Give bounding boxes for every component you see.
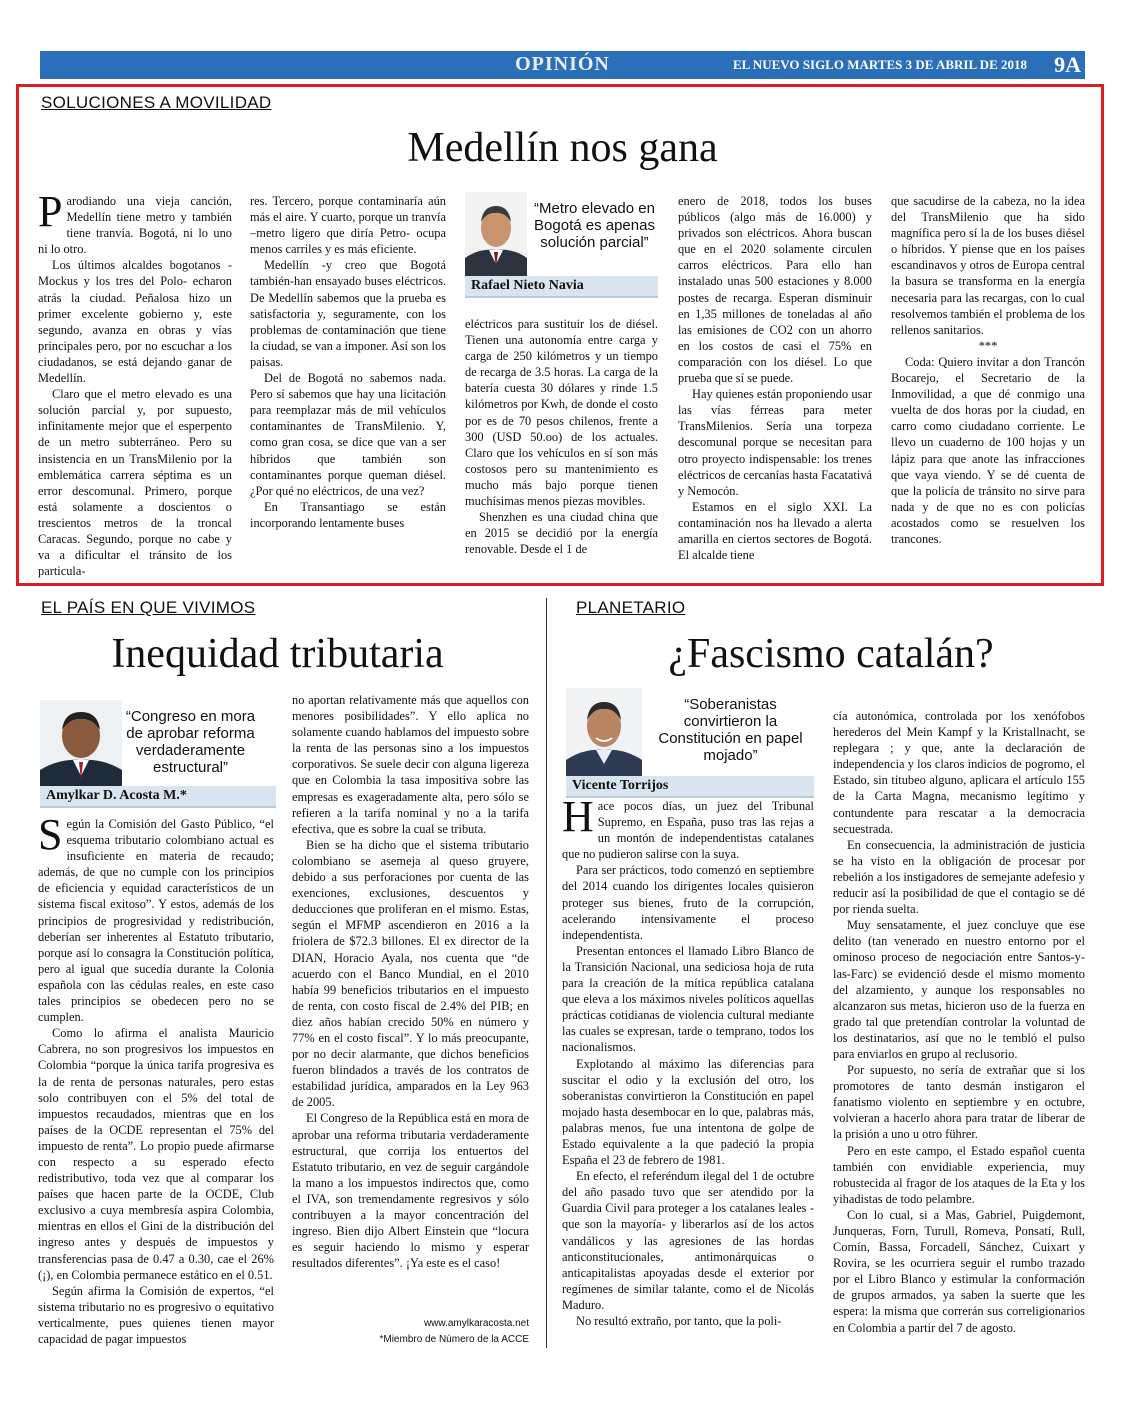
author-photo-torrijos [566,688,642,776]
paragraph: enero de 2018, todos los buses públicos (algo más de 16.000) y privados son eléctricos. Ahora buscan que en el 2020 solamente circulen carros eléctricos. Para ello han instalado unas 500 estaciones y 8.000 postes de recarga. Esperan disminuir en 1,35 millones de toneladas al año las emisiones de CO2 con un ahorro en los costos de casi el 75% en comparación con los diésel. Lo que prueba que sí se puede. [678,194,872,386]
a2-col-2 [292,692,529,1271]
paragraph: Para ser prácticos, todo comenzó en septiembre del 2014 cuando los dirigentes locales quisieron proteger sus bienes, fruto de la corrupción, acelerando intensivamente el proceso independentista. [562,863,814,942]
a2-col-1 [38,810,274,1347]
a2-author: Amylkar D. Acosta M.* [40,786,276,808]
paragraph: que sacudirse de la cabeza, no la idea del TransMilenio que ha sido magnífica pero sí la de los buses diésel o híbridos. Y piense que en los países escandinavos y otros de Europa central la basura se transforma en la energía necesaria para las recargas, con lo cual resolvemos también el problema de los rellenos sanitarios. [891,194,1085,337]
paragraph: El Congreso de la República está en mora de aprobar una reforma tributaria verdaderamente estructural, que corrija los entuertos del Estatuto tributario, en vez de seguir cargándole la mano a los impuestos indirectos que, como el IVA, son tremendamente regresivos y sólo contribuyen a la mayor concentración del ingreso. Bien dijo Albert Einstein que “locura es seguir haciendo lo mismo y esperar resultados diferentes”. ¡Ya este es el caso! [292,1111,529,1271]
a1-col-2 [250,193,446,531]
paragraph: Con lo cual, si a Mas, Gabriel, Puigdemont, Junqueras, Forn, Turull, Romeva, Ponsatí, Rull, Comín, Bassa, Forcadell, Sánchez, Cuixart y Rovira, se les ocurriera seguir el rumbo trazado por el Libro Blanco y estimular la conformación de grupos armados, ya saben la suerte que les espera: la misma que correrán sus correligionarios en Colombia a partir del 7 de agosto. [833,1207,1085,1335]
paragraph: Medellín -y creo que Bogotá también-han ensayado buses eléctricos. De Medellín sabemos que la prueba es satisfactoria y, seguramente, con los problemas de contaminación que tiene la ciudad, se van a imponer. Así son los paisas. [250,258,446,369]
paragraph: Explotando al máximo las diferencias para suscitar el odio y la exclusión del otro, los soberanistas convirtieron la Constitución en papel mojado hasta desembocar en lo que, palabras más, palabras menos, fue una intentona de golpe de Estado equivalente a la que padeció la propia España el 23 de febrero de 1981. [562,1056,814,1168]
a1-kicker: SOLUCIONES A MOVILIDAD [41,93,272,112]
a3-author: Vicente Torrijos [566,776,814,798]
paragraph: Coda: Quiero invitar a don Trancón Bocarejo, el Secretario de la Inmovilidad, a que dé conmigo una vuelta de dos horas por la ciudad, en carro como ciudadano corriente. Le llevo un cuaderno de 100 hojas y un lápiz para que anote las infracciones que vaya viendo. Y se dé cuenta de que la policía de tránsito no sirve para nada y de que no es con policías acostados como se resuelven los trancones. [891,354,1085,546]
paragraph: Pero en este campo, el Estado español cuenta también con envidiable experiencia, muy robustecida al fragor de los ataques de la Eta y los yihadistas de todo pelambre. [833,1143,1085,1206]
paragraph: No resultó extraño, por tanto, que la poli- [576,1314,782,1328]
paragraph: Presentan entonces el llamado Libro Blanco de la Transición Nacional, una sediciosa hoja de ruta para la creación de la mítica república catalana que eleva a los máximos niveles políticos aquellas prácticas cotidianas de violencia cultural mediante las cuales se expresan, tarde o temprano, todos los nacionalismos. [562,943,814,1055]
a3-col-2 [833,708,1085,1336]
paragraph: Bien se ha dicho que el sistema tributario colombiano se asemeja al queso gruyere, debido a sus perforaciones por cuenta de las exenciones, exclusiones, descuentos y deducciones que proliferan en el mismo. Estas, según el MFMP ascendieron en 2016 a la friolera de $72.3 billones. El ex director de la DIAN, Horacio Ayala, nos cuenta que “de acuerdo con el Banco Mundial, en el 2010 había 99 beneficios tributarios en el impuesto de renta, con costo fiscal de 2.4% del PIB; en diez años habían crecido 50% en número y 77% en el costo fiscal”. Y lo más preocupante, por no decir alarmante, que dichos beneficios fueron blindados a través de los contratos de estabilidad jurídica, amparados en la Ley 963 de 2005. [292,837,529,1110]
author-note: *Miembro de Número de la ACCE [379,1334,529,1345]
paragraph: Los últimos alcaldes bogotanos -Mockus y los tres del Polo- echaron atrás la ciudad. Peñalosa hizo un primer excelente gobierno y, este segundo, avanza en obras y vías principales pero, por no escuchar a los ciudadanos, se está dejando ganar de Medellín. [38,258,232,386]
paragraph: no aportan relativamente más que aquellos con menores posibilidades”. Y ello aplica no solamente cuando hablamos del impuesto sobre la renta de las personas sino a los impuestos corporativos. Se suele decir con alguna ligereza que en Colombia la tasa impositiva sobre las empresas es exageradamente alta, pero sólo se refieren a la tarifa nominal y no a la tarifa efectiva, que es sobre la cual se tributa. [292,693,529,836]
a2-kicker: EL PAÍS EN QUE VIVIMOS [41,598,256,617]
a1-title: Medellín nos gana [407,125,718,171]
section-name: OPINIÓN [515,53,610,75]
author-photo-nieto [465,192,527,276]
a3-pull-quote: “Soberanistas convirtieron la Constitución en papel mojado” [658,696,803,764]
column-divider [546,598,547,1348]
a1-col-5 [891,193,1085,547]
paragraph: En Transantiago se están incorporando lentamente buses [250,499,446,530]
author-photo-acosta [40,700,122,786]
paragraph: Muy sensatamente, el juez concluye que ese delito (tan venerado en nuestro entorno por el ominoso proceso de negociación entre Santos-y-las-Farc) se evidenció desde el mismo momento del alzamiento, y aunque los responsables no alcanzaron sus metas, hicieron uso de la fuerza en grado tal que pretendían controlar la voluntad de los destinatarios, así que no le tembló el pulso para enviarlos en grupo al reclusorio. [833,918,1085,1061]
page-number: 9A [1054,52,1081,77]
a1-author: Rafael Nieto Navia [465,276,658,298]
a2-pull-quote: “Congreso en mora de aprobar reforma verdaderamente estructural” [125,708,256,776]
paragraph: eléctricos para sustituir los de diésel. Tienen una autonomía entre carga y carga de 250 kilómetros y un tiempo de recarga de 3.5 horas. La carga de la batería cuesta 30 dólares y rinde 1.5 kilómetros por Kwh, de donde el costo por es de 70 pesos chilenos, frente a 300 (USD 50.oo) de los actuales. Claro que los vehículos en sí son más costosos pero su mantenimiento es mucho más bajo porque tienen muchísimas menos piezas movibles. [465,317,658,509]
a1-pull-quote: “Metro elevado en Bogotá es apenas solución parcial” [534,200,655,251]
a3-col-1 [562,792,814,1329]
author-website: www.amylkaracosta.net [423,1318,529,1329]
paragraph: Hay quienes están proponiendo usar las vías férreas para meter TransMilenios. Sería una torpeza descomunal porque se necesitan para otro proyecto indispensable: los trenes eléctricos de cercanías hasta Facatativá y Nemocón. [678,387,873,498]
paragraph: cía autonómica, controlada por los xenófobos herederos del Mein Kampf y la Kristallnacht, se replegara ; y que, ante la declaración de independencia y los claros indicios de pogromo, el Estado, sin titubeo alguno, aplicara el artículo 155 de la Carta Magna, mecanismo legítimo y contundente para rescatar a la democracia secuestrada. [833,709,1085,836]
paragraph: Por supuesto, no sería de extrañar que si los promotores de tanto desmán instigaron el fanatismo violento en septiembre y en octubre, volvieran a hacerlo ahora para tratar de liberar de la prisión a uno u otro führer. [833,1063,1085,1142]
paragraph: En efecto, el referéndum ilegal del 1 de octubre del año pasado tuvo que ser atendido por la Guardia Civil para proteger a los catalanes leales -que son la mayoría- y liberarlos así de los actos vandálicos y las agresiones de las hordas anticonstitucionales, antimonárquicas o anticapitalistas apoyadas desde el exterior por regímenes de similar talante, como el de Nicolás Maduro. [562,1169,814,1312]
paragraph: Parodiando una vieja canción, Medellín tiene metro y también tiene tranvía. Bogotá, ni lo uno ni lo otro. [38,187,232,257]
paragraph: Según la Comisión del Gasto Público, “el esquema tributario colombiano actual es insuficiente en materia de recaudo; además, de que no cumple con los principios de eficiencia y equidad característicos de un sistema fiscal exitoso”. Y estos, además de los principios de progresividad y redistribución, deberían ser inherentes al Estatuto tributario, porque así lo consagra la Constitución política, pero al igual que sucedía durante la Colonia española con las cédulas reales, en este caso tales principios se obedecen pero no se cumplen. [38,810,274,1025]
section-header-bar [40,51,1085,79]
a3-title: ¿Fascismo catalán? [668,631,994,677]
paragraph: Del de Bogotá no sabemos nada. Pero sí sabemos que hay una licitación para reemplazar más de mil vehículos contaminantes de TransMilenio. Y, como gran cosa, se dice que van a ser híbridos que también son contaminantes porque queman diésel. ¿Por qué no eléctricos, de una vez? [250,371,446,498]
a1-col-4 [678,193,872,563]
date-line: EL NUEVO SIGLO MARTES 3 DE ABRIL DE 2018 [732,57,1027,72]
a3-kicker: PLANETARIO [576,598,686,617]
paragraph: Como lo afirma el analista Mauricio Cabrera, no son progresivos los impuestos en Colombia “porque la única tarifa progresiva es la de renta de personas naturales, pero estas solo contribuyen con el 5% del total de impuestos recaudados, mientras que en los países de la OCDE representan el 75% del impuesto de renta”. Lo propio puede afirmarse con respecto a su esperado efecto redistributivo, toda vez que al comparar los países que hacen parte de la OCDE, Club exclusivo a cuya membresía aspira Colombia, mientras en ellos el Gini de la distribución del ingreso antes y después de impuestos y transferencias pasa de 0.47 a 0.30, cae el 26% (¡), en Colombia permanece estático en el 0.51. [38,1026,274,1282]
paragraph: Estamos en el siglo XXI. La contaminación nos ha llevado a alerta amarilla en ciertos sectores de Bogotá. El alcalde tiene [678,499,872,563]
separator-asterisks: *** [978,338,998,353]
a2-title: Inequidad tributaria [111,631,444,677]
a1-col-3 [465,316,658,557]
paragraph: Claro que el metro elevado es una solución parcial y, por supuesto, infinitamente mejor que el esperpento de un metro subterráneo. Pero su insistencia en un TransMilenio por la emblemática carrera séptima es un error descomunal. Primero, porque está solamente a doscientos o trescientos metros de la troncal Caracas. Segundo, porque no cabe y va a dificultar el tránsito de los particula- [38,387,232,579]
paragraph: En consecuencia, la administración de justicia se ha visto en la obligación de procesar por rebelión a los instigadores de semejante adefesio y reducir así la posibilidad de que el contagio se dé por rienda suelta. [833,837,1085,917]
paragraph: Según afirma la Comisión de expertos, “el sistema tributario no es progresivo o equitativo verticalmente, pues quienes tienen mayor capacidad de pagar impuestos [38,1283,274,1346]
a1-col-1 [38,187,232,579]
paragraph: Hace pocos días, un juez del Tribunal Supremo, en España, puso tras las rejas a un montón de independentistas catalanes que no pudieron salirse con la suya. [562,792,814,862]
paragraph: res. Tercero, porque contaminaría aún más el aire. Y cuarto, porque un tranvía –metro ligero que diría Petro- ocupa menos carriles y es más eficiente. [250,194,446,257]
paragraph: Shenzhen es una ciudad china que en 2015 se decidió por la energía renovable. Desde el 1 de [465,510,658,557]
